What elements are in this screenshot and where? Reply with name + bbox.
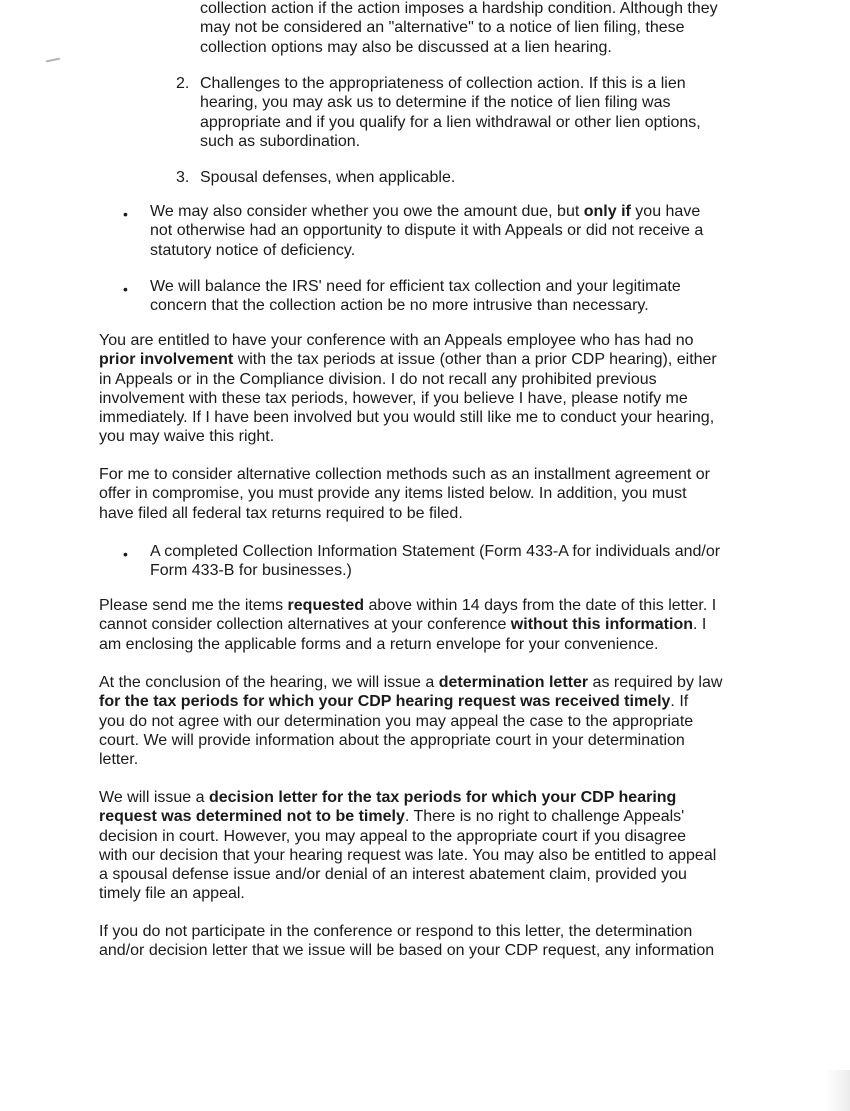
paragraph-prior-involvement: You are entitled to have your conference with an Appeals employee who has had no prior involvement with the tax periods at issue (other than a prior CDP hearing), either in Appeals or in the Compliance division. I do not recall any prohibited previous involvement with these tax periods, however, if you believe I have, please notify me immediately. If I have been involved but you would still like me to conduct your hearing, you may waive this right. [99,332,717,446]
list-item-2: Challenges to the appropriateness of collection action. If this is a lien hearing, you may ask us to determine if the notice of lien filing was appropriate and if you qualify for a lien withdrawal or other lien options, such as subordination. [200,75,701,150]
bullet-icon: • [123,546,128,562]
paragraph-determination-letter: At the conclusion of the hearing, we will issue a determination letter as required by law for the tax periods for which your CDP hearing request was received timely. If you do not agree with our determination you may appeal the case to the appropriate court. We will provide information about the appropriate court in your determination letter. [99,674,723,769]
paragraph-no-participation: If you do not participate in the conference or respond to this letter, the determination and/or decision letter that we issue will be based on your CDP request, any information [99,923,715,960]
list-number-3: 3. [176,169,190,186]
list-number-2: 2. [176,75,190,92]
bullet-item-amount-due: We may also consider whether you owe the amount due, but only if you have not otherwise had an opportunity to dispute it with Appeals or did not receive a statutory notice of deficiency. [150,203,704,259]
bullet-item-balance: We will balance the IRS' need for efficient tax collection and your legitimate concern that the collection action be no more intrusive than necessary. [150,278,681,315]
bullet-icon: • [123,281,128,297]
bullet-icon: • [123,206,128,222]
bullet-item-form-433: A completed Collection Information Statement (Form 433-A for individuals and/or Form 433-B for businesses.) [150,543,721,580]
list-item-1-continuation: collection action if the action imposes a hardship condition. Although they may not be considered an "alternative" to a notice of lien filing, these collection options may also be discussed at a lien hearing. [200,0,718,56]
scan-speck [46,58,60,63]
paragraph-collection-alternatives: For me to consider alternative collection methods such as an installment agreement or offer in compromise, you must provide any items listed below. In addition, you must have filed all federal tax returns required to be filed. [99,466,710,522]
list-item-3: Spousal defenses, when applicable. [200,169,456,186]
scan-edge-shadow [826,1070,850,1111]
paragraph-send-items: Please send me the items requested above within 14 days from the date of this letter. I cannot consider collection alternatives at your conference without this information. I am enclosing the applicable forms and a return envelope for your convenience. [99,597,717,653]
paragraph-decision-letter: We will issue a decision letter for the tax periods for which your CDP hearing request was determined not to be timely. There is no right to challenge Appeals' decision in court. However, you may appeal to the appropriate court if you disagree with our decision that your hearing request was late. You may also be entitled to appeal a spousal defense issue and/or denial of an interest abatement claim, provided you timely file an appeal. [99,789,717,903]
